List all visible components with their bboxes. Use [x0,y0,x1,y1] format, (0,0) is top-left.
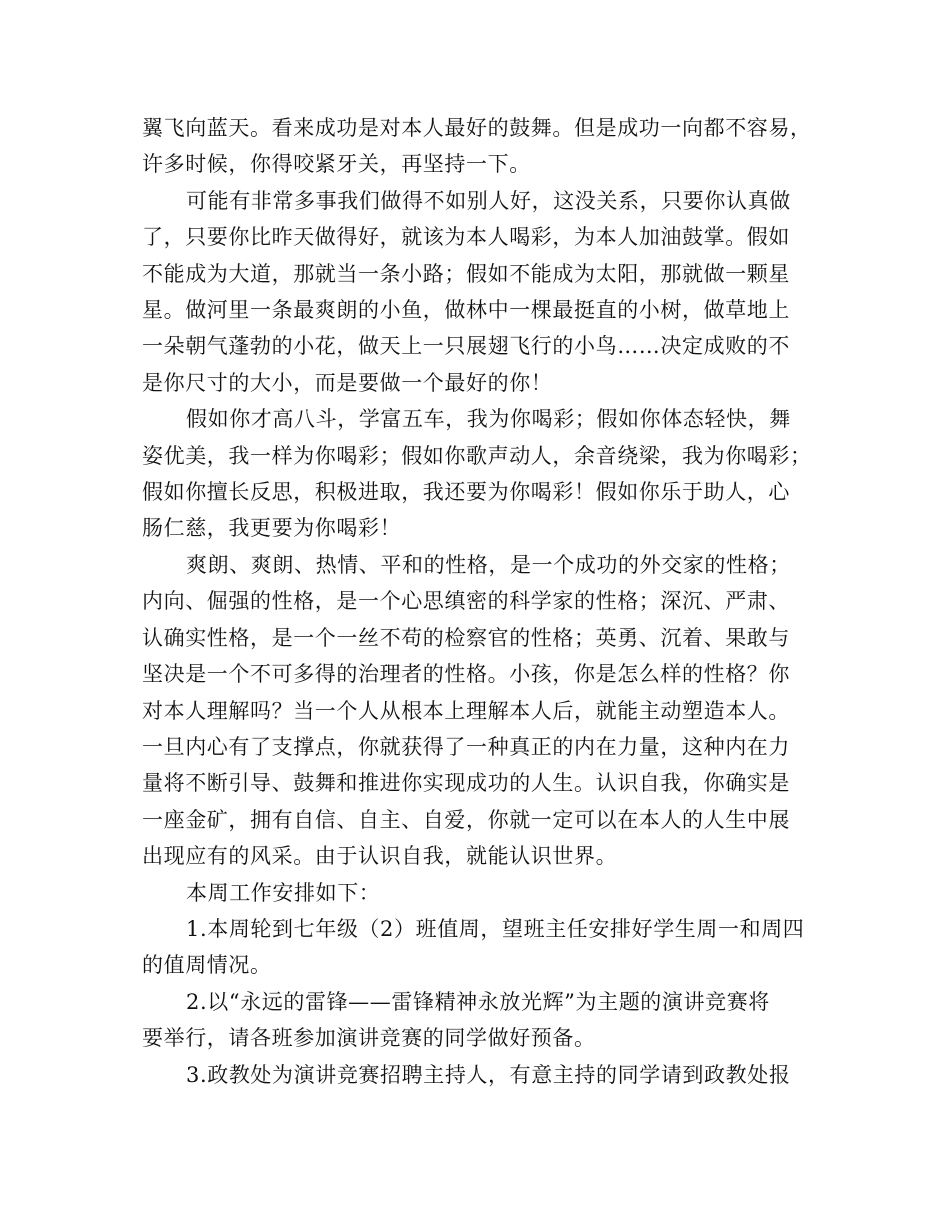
text-line: 是你尺寸的大小，而是要做一个最好的你！ [142,370,553,395]
text-line: 认确实性格，是一个一丝不苟的检察官的性格；英勇、沉着、果敢与 [142,625,790,650]
text-line: 爽朗、爽朗、热情、平和的性格，是一个成功的外交家的性格； [186,552,791,577]
text-line: 肠仁慈，我更要为你喝彩！ [142,516,402,541]
text-line: 出现应有的风采。由于认识自我，就能认识世界。 [142,844,618,869]
text-line: 许多时候，你得咬紧牙关，再坚持一下。 [142,152,531,177]
text-line: 翼飞向蓝天。看来成功是对本人最好的鼓舞。但是成功一向都不容易， [142,116,812,140]
text-line: 内向、倔强的性格，是一个心思缜密的科学家的性格；深沉、严肃、 [142,589,790,614]
list-item-1 [142,911,810,984]
paragraph-3 [142,401,810,547]
list-item-2 [142,984,810,1057]
text-line: 对本人理解吗？当一个人从根本上理解本人后，就能主动塑造本人。 [142,698,790,723]
paragraph-4 [142,547,810,875]
text-line: 不能成为大道，那就当一条小路；假如不能成为太阳，那就做一颗星 [142,261,790,286]
text-line: 姿优美，我一样为你喝彩；假如你歌声动人，余音绕梁，我为你喝彩； [142,443,812,468]
paragraph-2 [142,183,810,401]
document-body [142,110,810,1093]
text-line: 一旦内心有了支撑点，你就获得了一种真正的内在力量，这种内在力 [142,734,790,759]
text-line: 3.政教处为演讲竞赛招聘主持人，有意主持的同学请到政教处报 [186,1062,791,1087]
text-line: 假如你才高八斗，学富五车，我为你喝彩；假如你体态轻快，舞 [186,407,791,432]
text-line: 星。做河里一条最爽朗的小鱼，做林中一棵最挺直的小树，做草地上 [142,298,790,323]
text-line: 2.以“永远的雷锋——雷锋精神永放光辉”为主题的演讲竞赛将 [186,989,770,1014]
text-line: 一座金矿，拥有自信、自主、自爱，你就一定可以在本人的人生中展 [142,807,790,832]
text-line: 一朵朝气蓬勃的小花，做天上一只展翅飞行的小鸟……决定成败的不 [142,334,790,359]
text-line: 量将不断引导、鼓舞和推进你实现成功的人生。认识自我，你确实是 [142,771,790,796]
text-line: 了，只要你比昨天做得好，就该为本人喝彩，为本人加油鼓掌。假如 [142,225,790,250]
text-line: 的值周情况。 [142,953,272,978]
text-line: 要举行，请各班参加演讲竞赛的同学做好预备。 [142,1026,596,1051]
paragraph-1 [142,110,810,183]
text-line: 坚决是一个不可多得的治理者的性格。小孩，你是怎么样的性格？你 [142,662,790,687]
text-line: 本周工作安排如下： [186,880,381,905]
text-line: 1.本周轮到七年级（2）班值周，望班主任安排好学生周一和周四 [186,916,805,941]
paragraph-5 [142,875,810,911]
text-line: 假如你擅长反思，积极进取，我还要为你喝彩！假如你乐于助人，心 [142,480,790,505]
list-item-3 [142,1057,810,1093]
text-line: 可能有非常多事我们做得不如别人好，这没关系，只要你认真做 [186,188,791,213]
